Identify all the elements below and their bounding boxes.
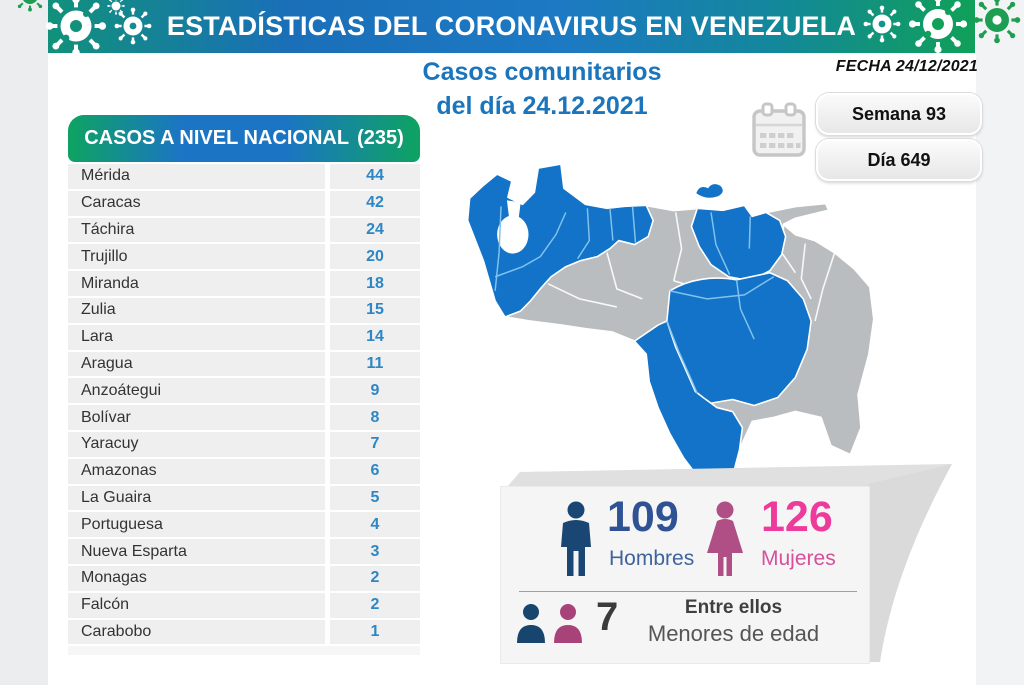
- state-value-cell: 14: [330, 325, 420, 350]
- day-badge: Día 649: [816, 139, 982, 181]
- minors-text: [626, 597, 841, 647]
- right-margin-strip: [976, 0, 1024, 685]
- date-label: FECHA 24/12/2021: [835, 58, 978, 75]
- two-persons-icon: [513, 603, 591, 645]
- state-value-cell: 42: [330, 191, 420, 216]
- map-blue-margarita: [696, 184, 722, 198]
- minors-line2: Menores de edad: [647, 621, 820, 646]
- state-value-cell: 11: [330, 352, 420, 377]
- state-value-cell: 6: [330, 459, 420, 484]
- state-name-cell: Nueva Esparta: [68, 539, 325, 564]
- table-row: [68, 191, 420, 216]
- table-row: [68, 271, 420, 296]
- week-badge: Semana 93: [816, 93, 982, 135]
- state-name-cell: Lara: [68, 325, 325, 350]
- table-row: [68, 405, 420, 430]
- state-name-cell: Monagas: [68, 566, 325, 591]
- state-name-cell: Aragua: [68, 352, 325, 377]
- state-name-cell: Mérida: [68, 164, 325, 189]
- state-name-cell: Miranda: [68, 271, 325, 296]
- state-name-cell: Carabobo: [68, 620, 325, 645]
- table-row: [68, 164, 420, 189]
- man-icon: [553, 501, 599, 579]
- state-value-cell: 44: [330, 164, 420, 189]
- state-name-cell: Caracas: [68, 191, 325, 216]
- state-name-cell: Portuguesa: [68, 512, 325, 537]
- left-margin-strip: [0, 0, 48, 685]
- men-label: Hombres: [609, 547, 695, 570]
- table-row: [68, 512, 420, 537]
- state-value-cell: 9: [330, 378, 420, 403]
- state-value-cell: 24: [330, 218, 420, 243]
- map-lake-maracaibo: [497, 215, 528, 253]
- card-divider: [519, 591, 857, 592]
- state-value-cell: 1: [330, 620, 420, 645]
- women-count: 126: [761, 493, 833, 541]
- subtitle: [392, 55, 692, 123]
- table-row: [68, 486, 420, 511]
- table-row: [68, 298, 420, 323]
- table-row: [68, 593, 420, 618]
- minors-count: 7: [596, 595, 619, 639]
- state-name-cell: Bolívar: [68, 405, 325, 430]
- subtitle-line1: Casos comunitarios: [422, 58, 662, 86]
- state-name-cell: Falcón: [68, 593, 325, 618]
- gender-stats-card: [500, 486, 870, 664]
- subtitle-line2: del día 24.12.2021: [436, 92, 648, 120]
- state-value-cell: 3: [330, 539, 420, 564]
- table-footer-strip: [68, 646, 420, 655]
- national-cases-table: [68, 115, 420, 655]
- state-value-cell: 4: [330, 512, 420, 537]
- table-row: [68, 432, 420, 457]
- state-value-cell: 18: [330, 271, 420, 296]
- state-value-cell: 2: [330, 566, 420, 591]
- table-row: [68, 459, 420, 484]
- state-value-cell: 8: [330, 405, 420, 430]
- table-rows: [68, 164, 420, 644]
- table-row: [68, 620, 420, 645]
- state-value-cell: 20: [330, 244, 420, 269]
- state-name-cell: Táchira: [68, 218, 325, 243]
- table-row: [68, 325, 420, 350]
- state-name-cell: Yaracuy: [68, 432, 325, 457]
- table-row: [68, 566, 420, 591]
- women-label: Mujeres: [761, 547, 836, 570]
- state-name-cell: Amazonas: [68, 459, 325, 484]
- state-value-cell: 7: [330, 432, 420, 457]
- state-name-cell: Zulia: [68, 298, 325, 323]
- state-name-cell: Trujillo: [68, 244, 325, 269]
- table-row: [68, 218, 420, 243]
- table-row: [68, 539, 420, 564]
- minors-line1: Entre ellos: [684, 597, 783, 618]
- table-row: [68, 352, 420, 377]
- state-value-cell: 2: [330, 593, 420, 618]
- men-count: 109: [607, 493, 679, 541]
- header-banner: [48, 0, 975, 53]
- state-name-cell: Anzoátegui: [68, 378, 325, 403]
- table-header-count: (235): [357, 127, 404, 149]
- state-value-cell: 5: [330, 486, 420, 511]
- table-header: [68, 115, 420, 162]
- page-title: ESTADÍSTICAS DEL CORONAVIRUS EN VENEZUELA: [166, 11, 857, 41]
- table-row: [68, 378, 420, 403]
- woman-icon: [699, 501, 751, 579]
- venezuela-map: [450, 148, 975, 485]
- table-header-label: CASOS A NIVEL NACIONAL: [84, 127, 350, 149]
- table-row: [68, 244, 420, 269]
- state-name-cell: La Guaira: [68, 486, 325, 511]
- state-value-cell: 15: [330, 298, 420, 323]
